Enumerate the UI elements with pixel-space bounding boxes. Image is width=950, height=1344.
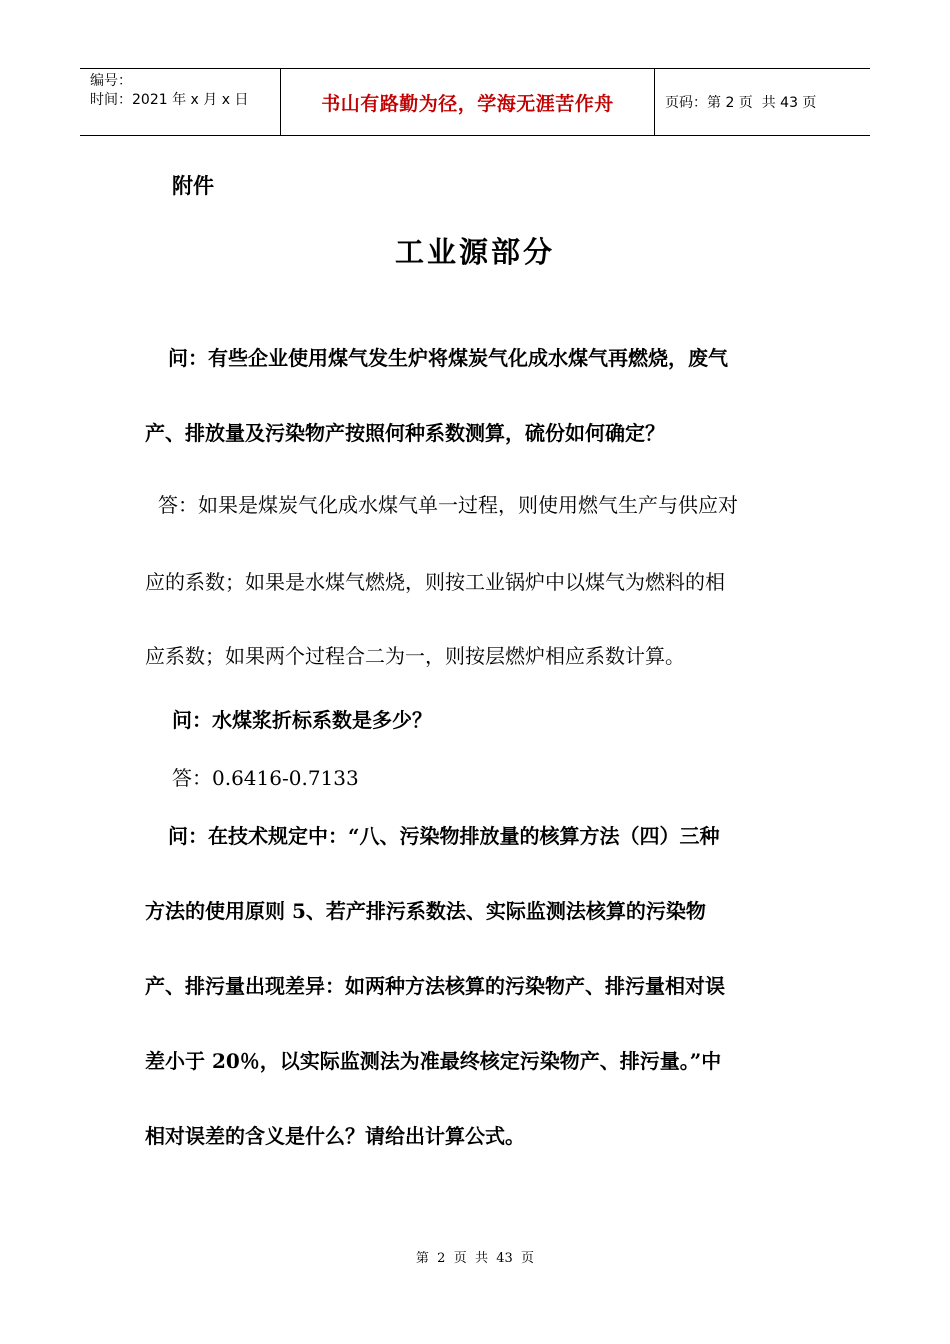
header-page-info: 页码：第 2 页 共 43 页: [665, 95, 817, 111]
header-meta: [80, 69, 281, 135]
answer-1-line-2: 应的系数；如果是水煤气燃烧，则按工业锅炉中以煤气为燃料的相: [145, 570, 725, 594]
answer-1-line-1: 答：如果是煤炭气化成水煤气单一过程，则使用燃气生产与供应对: [158, 493, 738, 517]
page-footer: 第 2 页 共 43 页: [415, 1251, 535, 1266]
question-3-line-2: 方法的使用原则 5、若产排污系数法、实际监测法核算的污染物: [145, 899, 706, 923]
header-motto: 书山有路勤为径，学海无涯苦作舟: [281, 69, 655, 135]
answer-2: 答：0.6416-0.7133: [172, 766, 359, 790]
number-label: 编号：: [90, 73, 132, 89]
question-3-line-5: 相对误差的含义是什么？请给出计算公式。: [145, 1124, 525, 1148]
question-1-line-1: 问：有些企业使用煤气发生炉将煤炭气化成水煤气再燃烧，废气: [168, 346, 728, 370]
page-header: [80, 68, 870, 136]
annex-label: 附件: [172, 173, 214, 198]
page-title: 工业源部分: [394, 235, 555, 269]
question-3-line-4: 差小于 20％，以实际监测法为准最终核定污染物产、排污量。”中: [145, 1049, 722, 1073]
answer-1-line-3: 应系数；如果两个过程合二为一，则按层燃炉相应系数计算。: [145, 644, 685, 668]
question-2: 问：水煤浆折标系数是多少？: [172, 708, 432, 732]
question-3-line-3: 产、排污量出现差异：如两种方法核算的污染物产、排污量相对误: [145, 974, 725, 998]
question-1-line-2: 产、排放量及污染物产按照何种系数测算，硫份如何确定？: [145, 421, 665, 445]
question-3-line-1: 问：在技术规定中：“八、污染物排放量的核算方法（四）三种: [168, 824, 720, 848]
date-label: 时间：2021 年 x 月 x 日: [90, 92, 249, 108]
